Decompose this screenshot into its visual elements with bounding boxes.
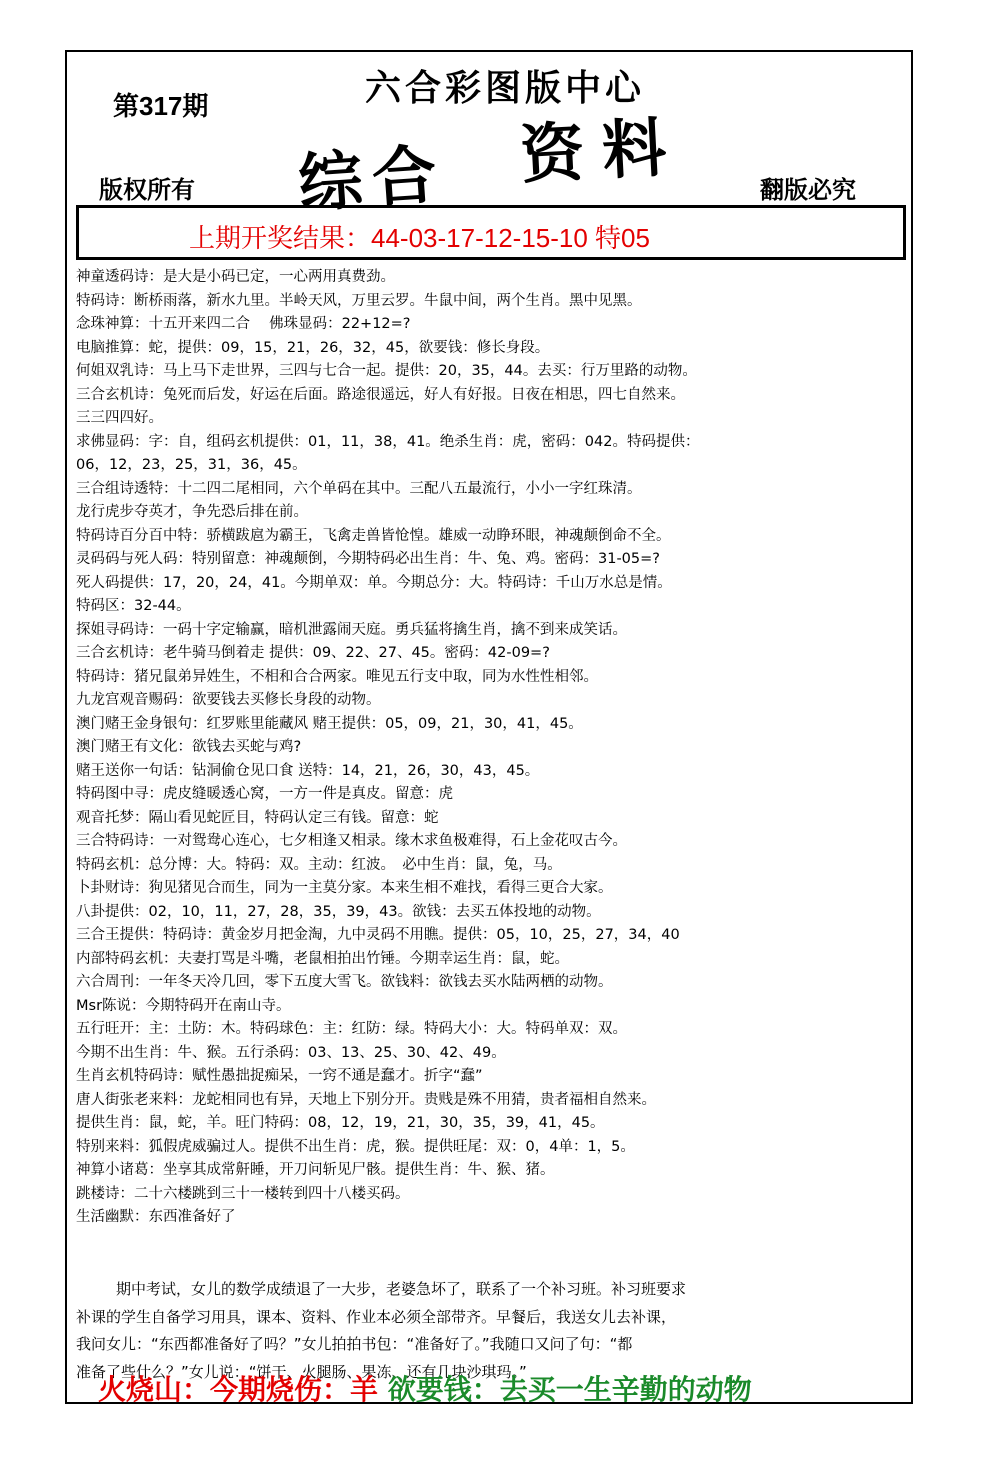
content-line: 赌王送你一句话：钻洞偷仓见口食 送特：14，21，26，30，43，45。 — [76, 762, 540, 779]
content-line: 跳楼诗：二十六楼跳到三十一楼转到四十八楼买码。 — [76, 1185, 410, 1202]
story-line: 我问女儿：“东西都准备好了吗？”女儿拍拍书包：“准备好了。”我随口又问了句：“都 — [76, 1335, 633, 1353]
content-line: 灵码码与死人码：特别留意：神魂颠倒，今期特码必出生肖：牛、兔、鸡。密码：31-05=? — [76, 551, 660, 567]
bottom-banner — [98, 1368, 752, 1408]
bottom-banner-green: 欲要钱：去买一生辛勤的动物 — [387, 1373, 752, 1406]
content-line: 电脑推算：蛇，提供：09，15，21，26，32，45，欲要钱：修长身段。 — [76, 339, 550, 356]
story-line: 补课的学生自备学习用具，课本、资料、作业本必须全部带齐。早餐后，我送女儿去补课， — [76, 1307, 677, 1326]
content-line: 三合王提供：特码诗：黄金岁月把金淘，九中灵码不用瞧。提供：05，10，25，27，34，40 — [76, 927, 680, 943]
content-line: 龙行虎步夺英才，争先恐后排在前。 — [76, 504, 308, 520]
main-title-part-2: 资料 — [518, 109, 687, 194]
content-line: 六合周刊：一年冬天冷几回，零下五度大雪飞。欲钱料：欲钱去买水陆两栖的动物。 — [76, 974, 613, 990]
content-line: 三三四四好。 — [76, 410, 163, 426]
content-line: 九龙宫观音赐码：欲要钱去买修长身段的动物。 — [76, 692, 381, 708]
content-line: 三合组诗透特：十二四二尾相同，六个单码在其中。三配八五最流行，小小一字红珠清。 — [76, 480, 642, 497]
content-line: 特码诗：猪兄鼠弟异姓生，不相和合合两家。唯见五行支中取，同为水性性相邻。 — [76, 668, 598, 685]
content-line: 三合特码诗：一对鸳鸯心连心，七夕相逢又相录。缘木求鱼极难得，石上金花叹古今。 — [76, 833, 627, 849]
main-title-part-1: 综合 — [295, 136, 449, 223]
content-line: 特码区：32-44。 — [76, 598, 191, 614]
content-line: 特码图中寻：虎皮缝暖透心窝，一方一件是真皮。留意：虎 — [76, 786, 453, 802]
content-line: 五行旺开：主：土防：木。特码球色：主：红防：绿。特码大小：大。特码单双：双。 — [76, 1021, 627, 1037]
content-line: 何姐双乳诗：马上马下走世界，三四与七合一起。提供：20，35，44。去买：行万里路的动物。 — [76, 363, 697, 379]
content-line: 生活幽默：东西准备好了 — [76, 1209, 236, 1225]
content-line: 探姐寻码诗：一码十字定输赢，暗机泄露闹天庭。勇兵猛将擒生肖，擒不到来成笑话。 — [76, 621, 627, 638]
content-lines — [76, 266, 906, 1230]
last-result-box — [76, 205, 906, 260]
content-line: 澳门赌王金身银句：红罗账里能藏风 赌王提供：05，09，21，30，41，45。 — [76, 715, 583, 732]
publisher-title: 六合彩图版中心 — [365, 67, 646, 109]
content-line: 求佛显码：字：自，组码玄机提供：01，11，38，41。绝杀生肖：虎，密码：042。特码提供： — [76, 433, 700, 450]
last-result-text: 上期开奖结果：44-03-17-12-15-10 特05 — [189, 223, 650, 253]
copyright-notice: 版权所有 — [99, 175, 195, 204]
story-line: 准备了些什么？”女儿说：“饼干、火腿肠、果冻、还有几块沙琪玛。” — [76, 1362, 527, 1381]
content-line: 卜卦财诗：狗见猪见合而生，同为一主莫分家。本来生相不难找，看得三更合大家。 — [76, 880, 613, 896]
content-line: 神算小诸葛：坐享其成常鼾睡，开刀问斩见尸骸。提供生肖：牛、猴、猪。 — [76, 1162, 555, 1178]
content-line: 八卦提供：02，10，11，27，28，35，39，43。欲钱：去买五体投地的动物。 — [76, 903, 601, 920]
content-line: 生肖玄机特码诗：赋性愚拙捉痴呆，一窍不通是蠢才。折字“蠢” — [76, 1068, 483, 1084]
content-line: 观音托梦：隔山看见蛇匠目，特码认定三有钱。留意：蛇 — [76, 809, 439, 826]
content-line: 特码玄机：总分博：大。特码：双。主动：红波。 必中生肖：鼠，兔，马。 — [76, 856, 562, 873]
content-line: 提供生肖：鼠，蛇，羊。旺门特码：08，12，19，21，30，35，39，41，45。 — [76, 1115, 605, 1131]
content-line: 唐人街张老来料：龙蛇相同也有异，天地上下别分开。贵贱是殊不用猜，贵者福相自然来。 — [76, 1091, 656, 1108]
content-line: 神童透码诗：是大是小码已定，一心两用真费劲。 — [76, 269, 395, 285]
content-line: 念珠神算：十五开来四二合 佛珠显码：22+12=? — [76, 316, 411, 332]
content-line: 特码诗百分百中特：骄横跋扈为霸王，飞禽走兽皆怆惶。雄威一动睁环眼，神魂颠倒命不全。 — [76, 527, 671, 544]
content-line: Msr陈说：今期特码开在南山寺。 — [76, 997, 291, 1014]
content-line: 死人码提供：17，20，24，41。今期单双：单。今期总分：大。特码诗：千山万水总是情。 — [76, 574, 672, 591]
issue-number: 第317期 — [113, 91, 209, 121]
content-line: 三合玄机诗：老牛骑马倒着走 提供：09、22、27、45。密码：42-09=? — [76, 645, 550, 661]
piracy-notice: 翻版必究 — [760, 175, 856, 204]
bottom-banner-red: 火烧山：今期烧伤：羊 — [98, 1373, 379, 1406]
story-line: 期中考试，女儿的数学成绩退了一大步，老婆急坏了，联系了一个补习班。补习班要求 — [116, 1280, 687, 1298]
content-line: 内部特码玄机：夫妻打骂是斗嘴，老鼠相拍出竹锤。今期幸运生肖：鼠，蛇。 — [76, 950, 569, 967]
content-line: 特码诗：断桥雨落，新水九里。半岭天风，万里云罗。牛鼠中间，两个生肖。黑中见黑。 — [76, 292, 642, 309]
content-line: 今期不出生肖：牛、猴。五行杀码：03、13、25、30、42、49。 — [76, 1044, 506, 1061]
content-line: 特别来料：狐假虎威骗过人。提供不出生肖：虎，猴。提供旺尾：双：0，4单：1，5。 — [76, 1138, 635, 1155]
content-line: 三合玄机诗：兔死而后发，好运在后面。路途很遥远，好人有好报。日夜在相思，四七自然来。 — [76, 386, 685, 403]
content-line: 06，12，23，25，31，36，45。 — [76, 457, 307, 473]
content-line: 澳门赌王有文化：欲钱去买蛇与鸡? — [76, 739, 302, 755]
